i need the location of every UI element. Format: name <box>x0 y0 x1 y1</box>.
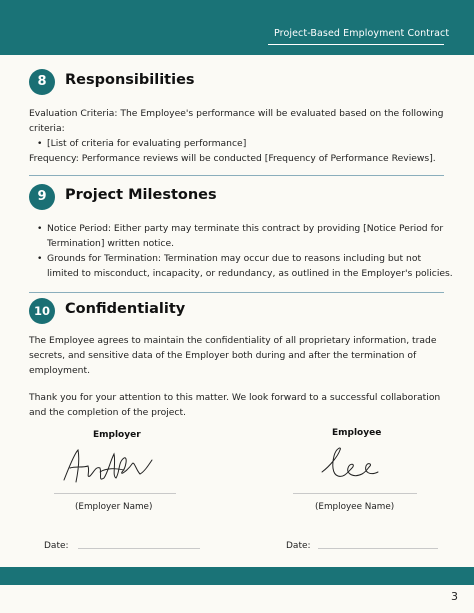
employee-signature-line <box>293 493 417 494</box>
section-title: Project Milestones <box>65 187 217 203</box>
employer-label: Employer <box>93 430 141 440</box>
section-number-badge: 10 <box>29 298 55 324</box>
employer-signature-line <box>54 493 176 494</box>
notice-period-line-2: Termination] written notice. <box>47 238 175 249</box>
employer-name: (Employer Name) <box>75 502 153 512</box>
section-divider <box>29 175 444 176</box>
closing-line-1: Thank you for your attention to this matter. We look forward to a successful collaboration <box>29 392 441 403</box>
section-title: Confidentiality <box>65 301 186 317</box>
employer-signature <box>60 442 160 490</box>
evaluation-criteria-line-2: criteria: <box>29 123 65 134</box>
employee-name: (Employee Name) <box>315 502 395 512</box>
confidentiality-line-1: The Employee agrees to maintain the confidentiality of all proprietary information, trade <box>29 335 437 346</box>
header-rule <box>268 44 444 45</box>
closing-line-2: and the completion of the project. <box>29 407 186 418</box>
section-divider <box>29 292 444 293</box>
section-number-badge: 9 <box>29 184 55 210</box>
termination-grounds-line-1: • Grounds for Termination: Termination may occur due to reasons including but not <box>47 251 421 266</box>
employee-label: Employee <box>332 428 382 438</box>
page-number: 3 <box>451 590 458 603</box>
employee-signature <box>318 444 382 484</box>
employee-date-label: Date: <box>286 541 311 551</box>
section-title: Responsibilities <box>65 72 195 88</box>
employer-date-line <box>78 548 200 549</box>
employee-date-line <box>318 548 438 549</box>
notice-period-line-1: • Notice Period: Either party may terminate this contract by providing [Notice Period for <box>47 221 443 236</box>
footer-band <box>0 567 474 585</box>
termination-grounds-line-2: limited to misconduct, incapacity, or redundancy, as outlined in the Employer's policies. <box>47 268 453 279</box>
employer-date-label: Date: <box>44 541 69 551</box>
review-frequency: Frequency: Performance reviews will be conducted [Frequency of Performance Reviews]. <box>29 153 436 164</box>
document-title: Project-Based Employment Contract <box>274 28 450 39</box>
evaluation-criteria-line-1: Evaluation Criteria: The Employee's performance will be evaluated based on the following <box>29 108 444 119</box>
section-number-badge: 8 <box>29 69 55 95</box>
criteria-list-item: • [List of criteria for evaluating performance] <box>47 136 246 151</box>
confidentiality-line-3: employment. <box>29 365 90 376</box>
confidentiality-line-2: secrets, and sensitive data of the Employer both during and after the termination of <box>29 350 417 361</box>
